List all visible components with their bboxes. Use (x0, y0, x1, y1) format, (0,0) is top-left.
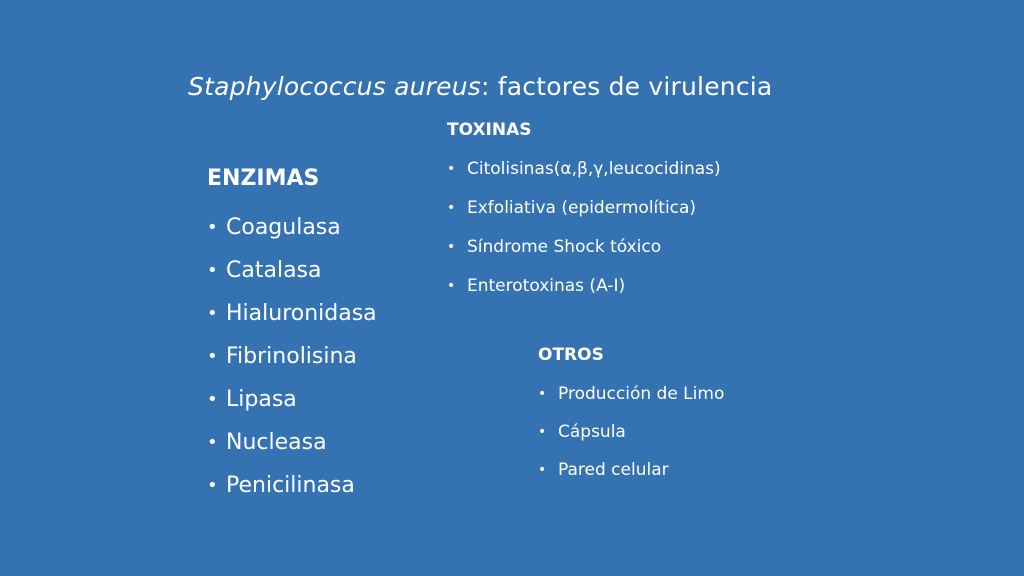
list-item (207, 464, 377, 507)
bullet-icon: • (207, 303, 218, 324)
list-item-label: Pared celular (558, 460, 669, 480)
otros-heading: OTROS (538, 345, 604, 365)
list-item (538, 451, 724, 489)
list-item-label: Citolisinas(α,β,γ,leucocidinas) (467, 159, 721, 179)
list-item-label: Cápsula (558, 422, 626, 442)
list-item (447, 267, 721, 306)
list-item-label: Lipasa (226, 387, 297, 412)
otros-section (538, 341, 724, 489)
title-species: Staphylococcus aureus (188, 72, 481, 101)
list-item (207, 421, 377, 464)
list-item-label: Catalasa (226, 258, 322, 283)
bullet-icon: • (538, 386, 547, 402)
list-item (207, 335, 377, 378)
list-item (447, 228, 721, 267)
bullet-icon: • (447, 161, 456, 177)
otros-list (538, 375, 724, 489)
toxinas-list (447, 150, 721, 306)
bullet-icon: • (207, 432, 218, 453)
list-item (538, 413, 724, 451)
list-item-label: Coagulasa (226, 215, 341, 240)
list-item-label: Producción de Limo (558, 384, 725, 404)
slide-title (188, 72, 772, 101)
list-item-label: Fibrinolisina (226, 344, 357, 369)
bullet-icon: • (538, 462, 547, 478)
list-item-label: Nucleasa (226, 430, 327, 455)
bullet-icon: • (207, 389, 218, 410)
bullet-icon: • (207, 346, 218, 367)
enzimas-heading: ENZIMAS (207, 166, 320, 191)
enzimas-section (207, 162, 377, 507)
bullet-icon: • (447, 239, 456, 255)
list-item (207, 378, 377, 421)
list-item-label: Penicilinasa (226, 473, 355, 498)
title-subtitle: : factores de virulencia (480, 72, 773, 101)
list-item-label: Síndrome Shock tóxico (467, 237, 662, 257)
toxinas-heading: TOXINAS (447, 120, 532, 140)
bullet-icon: • (447, 200, 456, 216)
toxinas-section (447, 116, 721, 306)
list-item (207, 249, 377, 292)
list-item-label: Hialuronidasa (226, 301, 377, 326)
enzimas-list (207, 206, 377, 507)
list-item (447, 189, 721, 228)
bullet-icon: • (207, 217, 218, 238)
list-item-label: Enterotoxinas (A-I) (467, 276, 626, 296)
bullet-icon: • (207, 260, 218, 281)
bullet-icon: • (447, 278, 456, 294)
bullet-icon: • (207, 475, 218, 496)
list-item (207, 292, 377, 335)
list-item (207, 206, 377, 249)
bullet-icon: • (538, 424, 547, 440)
list-item (538, 375, 724, 413)
list-item (447, 150, 721, 189)
list-item-label: Exfoliativa (epidermolítica) (467, 198, 697, 218)
